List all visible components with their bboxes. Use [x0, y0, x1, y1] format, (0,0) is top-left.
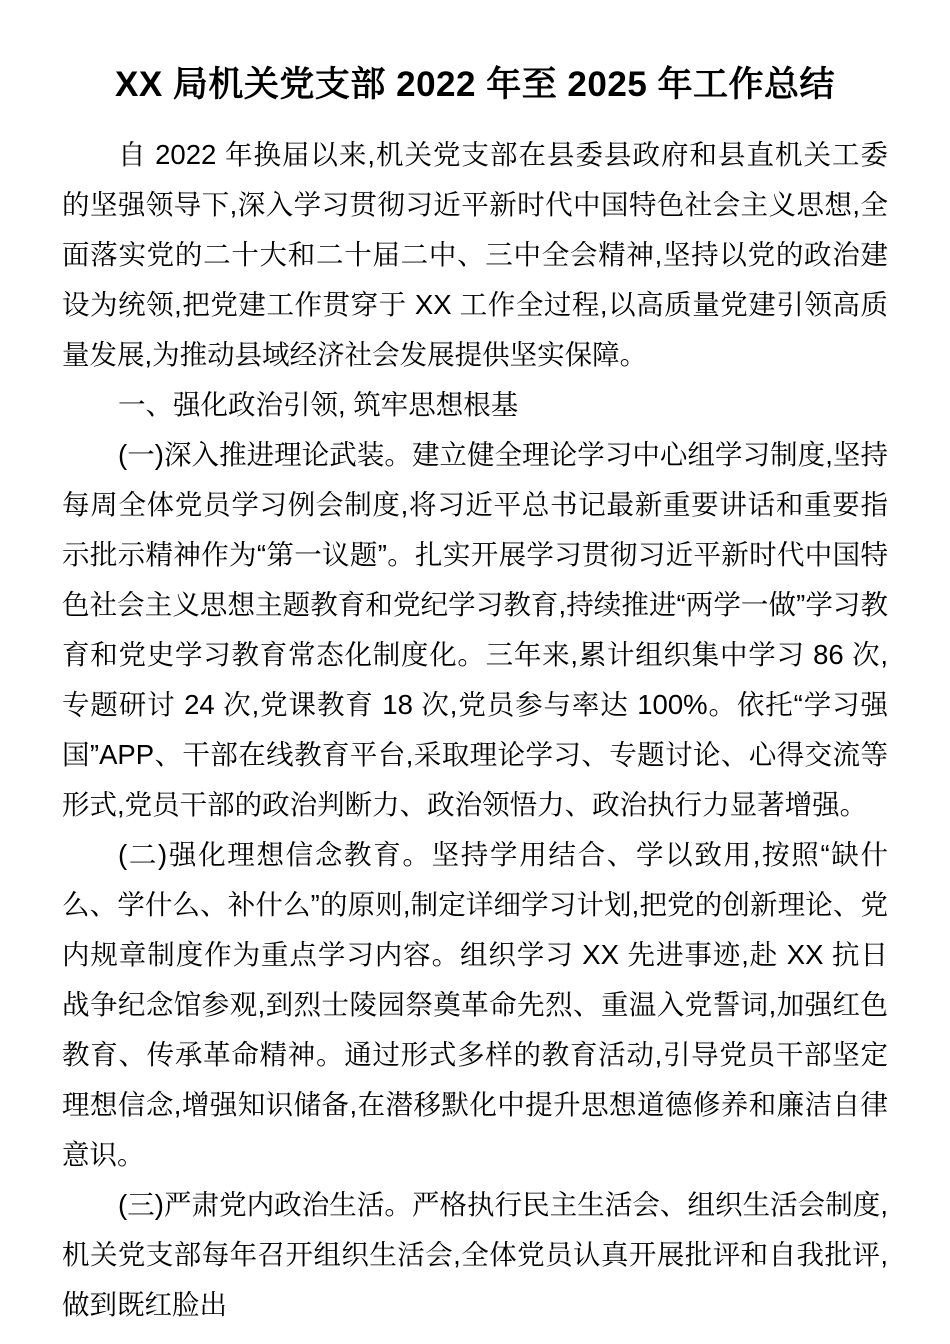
- intro-paragraph: 自 2022 年换届以来,机关党支部在县委县政府和县直机关工委的坚强领导下,深入学习贯彻习近平新时代中国特色社会主义思想,全面落实党的二十大和二十届二中、三中全会精神,坚持以党的政治建设为统领,把党建工作贯穿于 XX 工作全过程,以高质量党建引领高质量发展,为推动县域经济社会发展提供坚实保障。: [62, 139, 888, 370]
- document-body: [62, 130, 888, 1330]
- page-title: XX 局机关党支部 2022 年至 2025 年工作总结: [114, 65, 836, 104]
- section-1-paragraph-3: (三)严肃党内政治生活。严格执行民主生活会、组织生活会制度,机关党支部每年召开组织生活会,全体党员认真开展批评和自我批评,做到既红脸出: [62, 1189, 888, 1320]
- section-1-paragraph-2: (二)强化理想信念教育。坚持学用结合、学以致用,按照“缺什么、学什么、补什么”的原则,制定详细学习计划,把党的创新理论、党内规章制度作为重点学习内容。组织学习 XX 先进事迹,赴 XX 抗日战争纪念馆参观,到烈士陵园祭奠革命先烈、重温入党誓词,加强红色教育、传承革命精神。通过形式多样的教育活动,引导党员干部坚定理想信念,增强知识储备,在潜移默化中提升思想道德修养和廉洁自律意识。: [62, 839, 888, 1170]
- section-1-paragraph-1: (一)深入推进理论武装。建立健全理论学习中心组学习制度,坚持每周全体党员学习例会制度,将习近平总书记最新重要讲话和重要指示批示精神作为“第一议题”。扎实开展学习贯彻习近平新时代中国特色社会主义思想主题教育和党纪学习教育,持续推进“两学一做”学习教育和党史学习教育常态化制度化。三年来,累计组织集中学习 86 次,专题研讨 24 次,党课教育 18 次,党员参与率达 100%。依托“学习强国”APP、干部在线教育平台,采取理论学习、专题讨论、心得交流等形式,党员干部的政治判断力、政治领悟力、政治执行力显著增强。: [62, 439, 888, 820]
- section-heading-1: 一、强化政治引领, 筑牢思想根基: [118, 389, 519, 420]
